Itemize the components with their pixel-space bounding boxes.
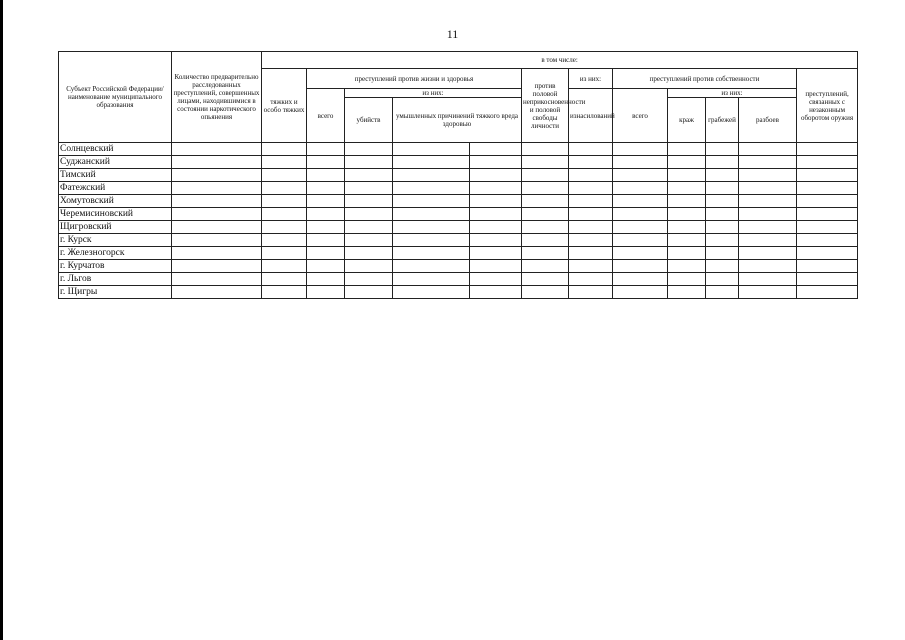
cell-drugs[interactable]: [797, 156, 858, 169]
cell-life-total[interactable]: [307, 208, 345, 221]
cell-weapons[interactable]: [739, 273, 797, 286]
cell-grave-harm-2[interactable]: [470, 182, 522, 195]
header-of-them-sexual: из них:: [569, 69, 613, 89]
cell-murders[interactable]: [345, 234, 393, 247]
cell-sexual[interactable]: [522, 234, 569, 247]
cell-grave-harm[interactable]: [393, 234, 470, 247]
cell-weapons[interactable]: [739, 143, 797, 156]
row-subject: г. Курск: [59, 234, 172, 247]
cell-grave-harm-2[interactable]: [470, 273, 522, 286]
cell-robberies[interactable]: [706, 273, 739, 286]
table-row: [59, 182, 858, 195]
cell-robberies[interactable]: [706, 286, 739, 299]
row-subject: Солнцевский: [59, 143, 172, 156]
cell-grave-harm-2[interactable]: [470, 286, 522, 299]
cell-property-total[interactable]: [613, 195, 668, 208]
cell-sexual[interactable]: [522, 247, 569, 260]
cell-grave[interactable]: [262, 156, 307, 169]
row-subject: Щигровский: [59, 221, 172, 234]
cell-sexual[interactable]: [522, 273, 569, 286]
cell-murders[interactable]: [345, 195, 393, 208]
cell-grave-harm-2[interactable]: [470, 221, 522, 234]
cell-weapons[interactable]: [739, 286, 797, 299]
cell-murders[interactable]: [345, 182, 393, 195]
cell-grave-harm[interactable]: [393, 208, 470, 221]
cell-thefts[interactable]: [668, 169, 706, 182]
cell-rape[interactable]: [569, 208, 613, 221]
cell-life-total[interactable]: [307, 286, 345, 299]
cell-property-total[interactable]: [613, 221, 668, 234]
cell-weapons[interactable]: [739, 221, 797, 234]
row-subject: г. Льгов: [59, 273, 172, 286]
cell-murders[interactable]: [345, 143, 393, 156]
cell-murders[interactable]: [345, 221, 393, 234]
cell-rape[interactable]: [569, 182, 613, 195]
cell-drugs[interactable]: [797, 273, 858, 286]
cell-grave[interactable]: [262, 143, 307, 156]
row-subject: г. Щигры: [59, 286, 172, 299]
table-row: [59, 260, 858, 273]
cell-drugs[interactable]: [797, 208, 858, 221]
cell-thefts[interactable]: [668, 273, 706, 286]
cell-grave-harm-2[interactable]: [470, 169, 522, 182]
cell-drugs[interactable]: [797, 195, 858, 208]
cell-grave-harm[interactable]: [393, 182, 470, 195]
cell-grave-harm[interactable]: [393, 260, 470, 273]
cell-grave-harm[interactable]: [393, 247, 470, 260]
row-subject: Фатежский: [59, 182, 172, 195]
cell-drugs[interactable]: [797, 286, 858, 299]
header-of-them-life: из них:: [345, 89, 522, 98]
cell-rape[interactable]: [569, 273, 613, 286]
cell-sexual[interactable]: [522, 221, 569, 234]
cell-life-total[interactable]: [307, 156, 345, 169]
cell-robberies[interactable]: [706, 195, 739, 208]
cell-life-total[interactable]: [307, 143, 345, 156]
cell-sexual[interactable]: [522, 208, 569, 221]
cell-weapons[interactable]: [739, 169, 797, 182]
row-subject: Тимский: [59, 169, 172, 182]
row-subject: г. Железногорск: [59, 247, 172, 260]
header-rape: изнасилований: [569, 89, 613, 143]
cell-thefts[interactable]: [668, 260, 706, 273]
cell-rape[interactable]: [569, 169, 613, 182]
cell-count[interactable]: [172, 273, 262, 286]
cell-sexual[interactable]: [522, 286, 569, 299]
cell-property-total[interactable]: [613, 169, 668, 182]
cell-rape[interactable]: [569, 143, 613, 156]
table-row: [59, 143, 858, 156]
cell-count[interactable]: [172, 247, 262, 260]
cell-count[interactable]: [172, 156, 262, 169]
cell-thefts[interactable]: [668, 221, 706, 234]
table-row: [59, 156, 858, 169]
cell-grave[interactable]: [262, 208, 307, 221]
cell-robberies[interactable]: [706, 156, 739, 169]
cell-grave[interactable]: [262, 273, 307, 286]
cell-sexual[interactable]: [522, 169, 569, 182]
cell-grave-harm-2[interactable]: [470, 260, 522, 273]
cell-grave-harm[interactable]: [393, 221, 470, 234]
report-table: [58, 51, 858, 299]
header-life-health: преступлений против жизни и здоровья: [307, 69, 522, 89]
cell-grave-harm-2[interactable]: [470, 195, 522, 208]
cell-drugs[interactable]: [797, 260, 858, 273]
cell-grave-harm-2[interactable]: [470, 247, 522, 260]
header-weapons: преступлений, связанных с незаконным оборотом оружия: [797, 69, 858, 143]
cell-grave[interactable]: [262, 182, 307, 195]
table-row: [59, 247, 858, 260]
cell-weapons[interactable]: [739, 260, 797, 273]
cell-life-total[interactable]: [307, 273, 345, 286]
cell-rape[interactable]: [569, 234, 613, 247]
header-property: преступлений против собственности: [613, 69, 797, 89]
cell-count[interactable]: [172, 260, 262, 273]
header-robberies: грабежей: [706, 98, 739, 143]
cell-weapons[interactable]: [739, 247, 797, 260]
cell-thefts[interactable]: [668, 195, 706, 208]
table-row: [59, 208, 858, 221]
cell-robberies[interactable]: [706, 169, 739, 182]
cell-robberies[interactable]: [706, 208, 739, 221]
cell-property-total[interactable]: [613, 286, 668, 299]
cell-rape[interactable]: [569, 286, 613, 299]
cell-property-total[interactable]: [613, 260, 668, 273]
cell-life-total[interactable]: [307, 247, 345, 260]
cell-count[interactable]: [172, 234, 262, 247]
cell-rape[interactable]: [569, 260, 613, 273]
cell-property-total[interactable]: [613, 143, 668, 156]
cell-weapons[interactable]: [739, 208, 797, 221]
table-row: [59, 234, 858, 247]
cell-count[interactable]: [172, 208, 262, 221]
row-subject: Черемисиновский: [59, 208, 172, 221]
cell-property-total[interactable]: [613, 156, 668, 169]
cell-weapons[interactable]: [739, 156, 797, 169]
header-sexual: против половой неприкосновенности и половой свободы личности: [522, 69, 569, 143]
cell-drugs[interactable]: [797, 182, 858, 195]
cell-sexual[interactable]: [522, 156, 569, 169]
cell-thefts[interactable]: [668, 143, 706, 156]
cell-life-total[interactable]: [307, 169, 345, 182]
header-murders: убийств: [345, 98, 393, 143]
cell-grave-harm-2[interactable]: [470, 143, 522, 156]
cell-grave-harm-2[interactable]: [470, 208, 522, 221]
cell-property-total[interactable]: [613, 273, 668, 286]
header-count: Количество предварительно расследованных преступлений, совершенных лицами, находившимися в состоянии наркотического опьянения: [172, 52, 262, 143]
cell-grave-harm[interactable]: [393, 143, 470, 156]
cell-grave-harm[interactable]: [393, 273, 470, 286]
cell-murders[interactable]: [345, 208, 393, 221]
cell-robberies[interactable]: [706, 182, 739, 195]
cell-grave-harm[interactable]: [393, 286, 470, 299]
header-grave: тяжких и особо тяжких: [262, 69, 307, 143]
row-subject: г. Курчатов: [59, 260, 172, 273]
header-assaults: разбоев: [739, 98, 797, 143]
row-subject: Хомутовский: [59, 195, 172, 208]
cell-robberies[interactable]: [706, 260, 739, 273]
cell-thefts[interactable]: [668, 234, 706, 247]
cell-property-total[interactable]: [613, 234, 668, 247]
cell-drugs[interactable]: [797, 169, 858, 182]
cell-weapons[interactable]: [739, 234, 797, 247]
page-number: 11: [446, 27, 459, 41]
header-thefts: краж: [668, 98, 706, 143]
cell-drugs[interactable]: [797, 221, 858, 234]
cell-grave[interactable]: [262, 247, 307, 260]
cell-murders[interactable]: [345, 260, 393, 273]
cell-sexual[interactable]: [522, 260, 569, 273]
cell-thefts[interactable]: [668, 182, 706, 195]
cell-weapons[interactable]: [739, 182, 797, 195]
header-property-total: всего: [613, 89, 668, 143]
cell-life-total[interactable]: [307, 221, 345, 234]
cell-count[interactable]: [172, 195, 262, 208]
table-row: [59, 273, 858, 286]
cell-count[interactable]: [172, 286, 262, 299]
table-row: [59, 169, 858, 182]
cell-life-total[interactable]: [307, 234, 345, 247]
cell-property-total[interactable]: [613, 247, 668, 260]
cell-murders[interactable]: [345, 273, 393, 286]
cell-rape[interactable]: [569, 221, 613, 234]
cell-grave[interactable]: [262, 234, 307, 247]
cell-murders[interactable]: [345, 169, 393, 182]
cell-grave[interactable]: [262, 286, 307, 299]
cell-thefts[interactable]: [668, 208, 706, 221]
cell-rape[interactable]: [569, 156, 613, 169]
cell-sexual[interactable]: [522, 182, 569, 195]
cell-robberies[interactable]: [706, 234, 739, 247]
cell-rape[interactable]: [569, 195, 613, 208]
cell-grave[interactable]: [262, 221, 307, 234]
table-row: [59, 286, 858, 299]
cell-sexual[interactable]: [522, 143, 569, 156]
cell-count[interactable]: [172, 169, 262, 182]
header-including: в том числе:: [262, 52, 858, 69]
cell-rape[interactable]: [569, 247, 613, 260]
cell-robberies[interactable]: [706, 221, 739, 234]
row-subject: Суджанский: [59, 156, 172, 169]
header-subject: Субъект Российской Федерации/ наименование муниципального образования: [59, 52, 172, 143]
table-row: [59, 221, 858, 234]
cell-murders[interactable]: [345, 247, 393, 260]
cell-life-total[interactable]: [307, 182, 345, 195]
cell-grave[interactable]: [262, 169, 307, 182]
cell-grave[interactable]: [262, 195, 307, 208]
cell-thefts[interactable]: [668, 156, 706, 169]
cell-drugs[interactable]: [797, 143, 858, 156]
cell-property-total[interactable]: [613, 182, 668, 195]
cell-grave-harm[interactable]: [393, 195, 470, 208]
header-life-total: всего: [307, 89, 345, 143]
cell-grave-harm-2[interactable]: [470, 234, 522, 247]
cell-robberies[interactable]: [706, 143, 739, 156]
cell-count[interactable]: [172, 221, 262, 234]
cell-murders[interactable]: [345, 286, 393, 299]
header-of-them-property: из них:: [668, 89, 797, 98]
cell-thefts[interactable]: [668, 286, 706, 299]
cell-murders[interactable]: [345, 156, 393, 169]
cell-weapons[interactable]: [739, 195, 797, 208]
cell-sexual[interactable]: [522, 195, 569, 208]
page-edge-mark: [0, 0, 3, 640]
cell-grave-harm-2[interactable]: [470, 156, 522, 169]
cell-robberies[interactable]: [706, 247, 739, 260]
cell-grave-harm[interactable]: [393, 169, 470, 182]
cell-grave[interactable]: [262, 260, 307, 273]
cell-count[interactable]: [172, 143, 262, 156]
cell-drugs[interactable]: [797, 234, 858, 247]
cell-property-total[interactable]: [613, 208, 668, 221]
table-row: [59, 195, 858, 208]
cell-count[interactable]: [172, 182, 262, 195]
cell-drugs[interactable]: [797, 247, 858, 260]
cell-grave-harm[interactable]: [393, 156, 470, 169]
header-grave-harm: умышленных причинений тяжкого вреда здоровью: [393, 98, 522, 143]
cell-thefts[interactable]: [668, 247, 706, 260]
cell-life-total[interactable]: [307, 195, 345, 208]
cell-life-total[interactable]: [307, 260, 345, 273]
